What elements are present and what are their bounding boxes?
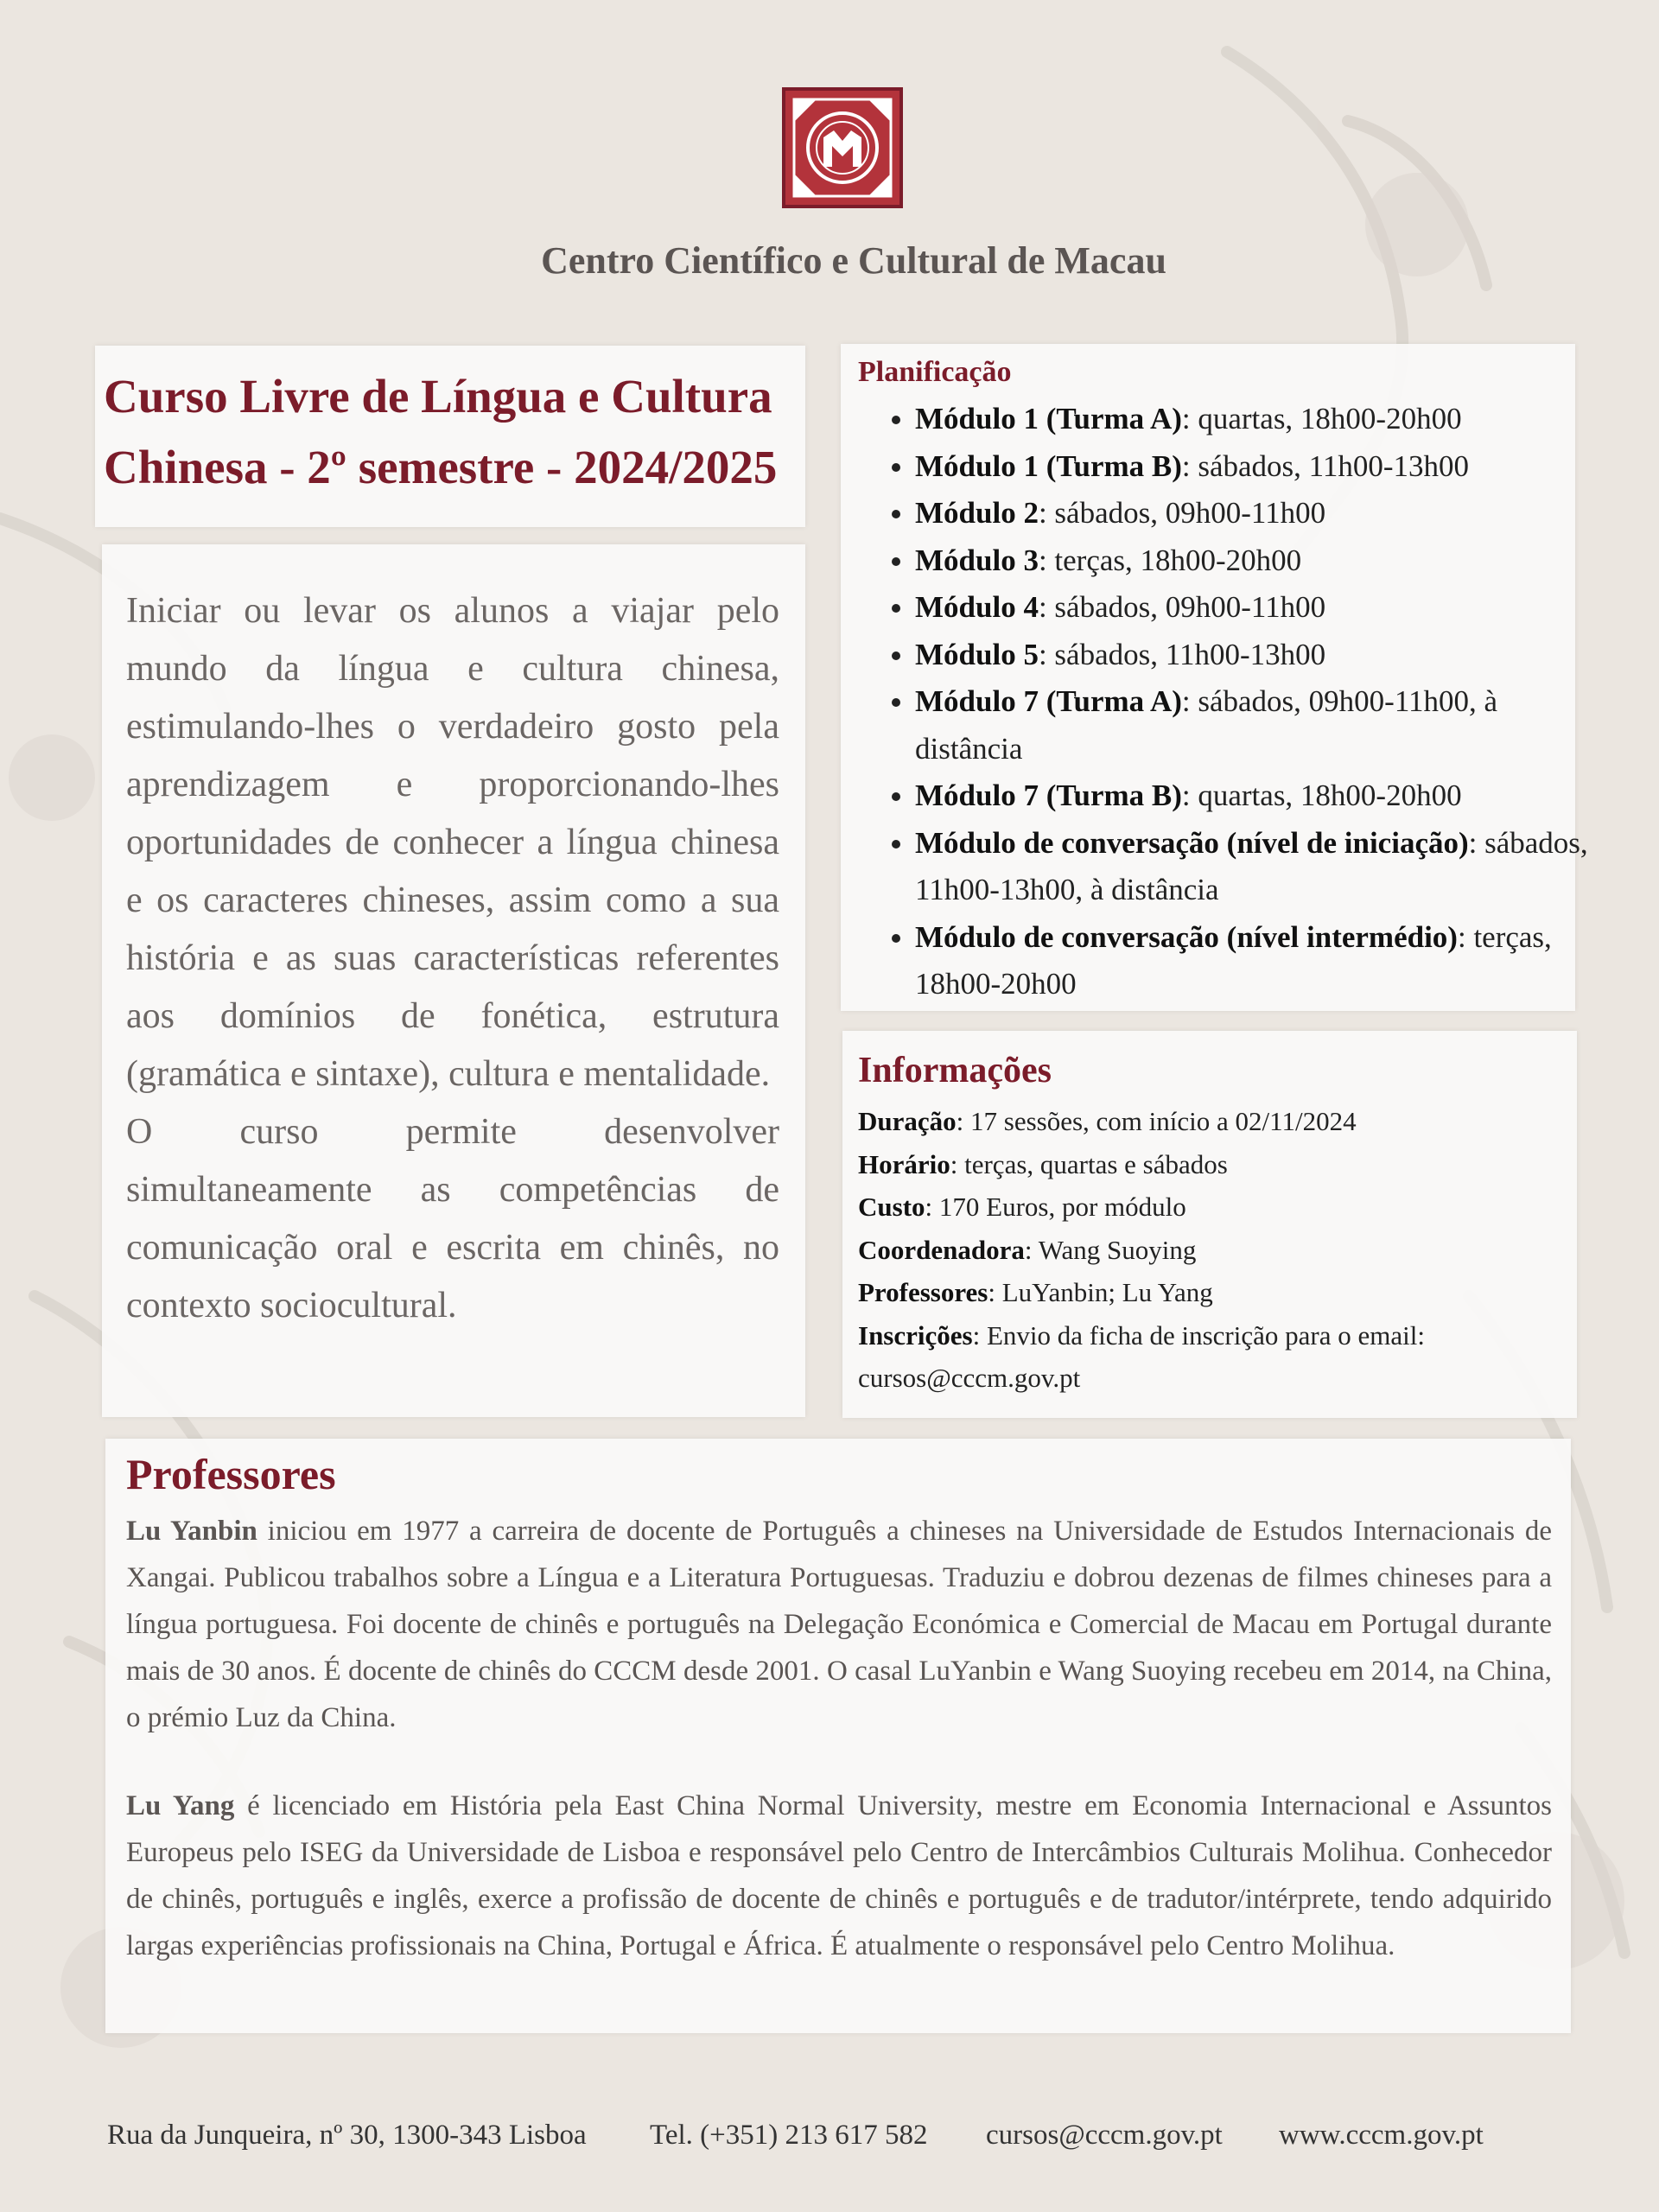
info-value: : Wang Suoying	[1024, 1234, 1197, 1265]
course-description-panel	[102, 544, 805, 1417]
schedule-list	[868, 396, 1606, 1008]
module-schedule: : quartas, 18h00-20h00	[1181, 402, 1462, 435]
teacher-name: Lu Yang	[126, 1790, 235, 1821]
info-teachers	[858, 1271, 1567, 1314]
schedule-item	[915, 820, 1606, 914]
course-title-line-1: Curso Livre de Língua e Cultura	[104, 370, 772, 423]
module-name: Módulo de conversação (nível de iniciação)	[915, 825, 1469, 860]
description-paragraph-2: O curso permite desenvolver simultaneamente as competências de comunicação oral e escrita em chinês, no contexto sociocultural.	[126, 1112, 779, 1325]
teacher-name: Lu Yanbin	[126, 1516, 257, 1547]
information-heading: Informações	[858, 1051, 1052, 1090]
info-label: Professores	[858, 1277, 988, 1307]
course-description	[126, 582, 779, 1335]
module-name: Módulo 7 (Turma B)	[915, 779, 1182, 812]
module-name: Módulo 4	[915, 590, 1039, 624]
teacher-bio-text: é licenciado em História pela East China Normal University, mestre em Economia Internacional e Assuntos Europeus pelo ISEG da Universidade de Lisboa e responsável pelo Centro de Intercâmbios Culturais Molihua. Conhecedor de chinês, português e inglês, exerce a profissão de docente de chinês e português e de tradutor/intérprete, tendo adquirido largas experiências profissionais na China, Portugal e África. É atualmente o responsável pelo Centro Molihua.	[126, 1790, 1552, 1961]
course-title-panel	[95, 346, 805, 527]
schedule-heading: Planificação	[858, 356, 1012, 388]
module-schedule: : sábados, 09h00-11h00, à distância	[915, 684, 1498, 766]
module-schedule: : quartas, 18h00-20h00	[1181, 779, 1462, 812]
information-panel	[842, 1031, 1577, 1418]
module-schedule: : sábados, 11h00-13h00	[1181, 448, 1470, 483]
module-schedule: : terças, 18h00-20h00	[915, 919, 1552, 1001]
module-name: Módulo 1 (Turma A)	[915, 402, 1182, 435]
info-value: : 170 Euros, por módulo	[925, 1192, 1186, 1222]
course-title-line-2: Chinesa - 2º semestre - 2024/2025	[104, 441, 778, 493]
footer-email-link[interactable]: cursos@cccm.gov.pt	[986, 2120, 1223, 2151]
description-paragraph-1: Iniciar ou levar os alunos a viajar pelo mundo da língua e cultura chinesa, estimulando-lhes o verdadeiro gosto pela aprendizagem e proporcionando-lhes oportunidades de conhecer a língua chinesa e os caracteres chineses, assim como a sua história e as suas características referentes aos domínios de fonética, estrutura (gramática e sintaxe), cultura e mentalidade.	[126, 591, 779, 1094]
schedule-panel	[841, 344, 1588, 1011]
information-list	[858, 1100, 1567, 1400]
teachers-panel	[105, 1439, 1571, 2033]
module-name: Módulo 1 (Turma B)	[915, 448, 1182, 483]
info-value: : terças, quartas e sábados	[950, 1148, 1228, 1179]
info-value: : Envio da ficha de inscrição para o email: cursos@cccm.gov.pt	[858, 1319, 1425, 1393]
module-schedule: : sábados, 09h00-11h00	[1038, 496, 1326, 530]
info-label: Custo	[858, 1192, 925, 1222]
course-title	[104, 361, 804, 503]
schedule-item	[915, 584, 1606, 632]
module-schedule: : sábados, 11h00-13h00, à distância	[915, 825, 1588, 906]
info-value: : 17 sessões, com início a 02/11/2024	[956, 1106, 1357, 1136]
organization-name: Centro Científico e Cultural de Macau	[541, 239, 1166, 282]
module-name: Módulo 5	[915, 637, 1039, 671]
cccm-logo-icon	[782, 87, 903, 208]
teachers-heading: Professores	[126, 1450, 336, 1498]
info-duration	[858, 1100, 1567, 1143]
schedule-item	[915, 490, 1606, 537]
info-cost	[858, 1185, 1567, 1229]
module-schedule: : sábados, 09h00-11h00	[1038, 590, 1326, 624]
footer-website-link[interactable]: www.cccm.gov.pt	[1279, 2120, 1484, 2151]
schedule-item	[915, 443, 1606, 491]
info-label: Horário	[858, 1148, 950, 1179]
info-schedule	[858, 1143, 1567, 1186]
module-schedule: : terças, 18h00-20h00	[1038, 543, 1302, 577]
info-registration	[858, 1314, 1567, 1400]
info-label: Coordenadora	[858, 1234, 1025, 1265]
footer-address: Rua da Junqueira, nº 30, 1300-343 Lisboa	[107, 2120, 587, 2151]
schedule-item	[915, 914, 1606, 1008]
info-label: Inscrições	[858, 1319, 973, 1351]
info-coordinator	[858, 1229, 1567, 1272]
module-name: Módulo 3	[915, 543, 1039, 577]
module-schedule: : sábados, 11h00-13h00	[1038, 637, 1326, 671]
schedule-item	[915, 772, 1606, 820]
schedule-item	[915, 396, 1606, 443]
schedule-item	[915, 537, 1606, 585]
module-name: Módulo 2	[915, 496, 1039, 530]
module-name: Módulo de conversação (nível intermédio)	[915, 919, 1458, 954]
footer-phone: Tel. (+351) 213 617 582	[650, 2120, 928, 2151]
teacher-bio-lu-yanbin	[126, 1508, 1552, 1741]
info-value: : LuYanbin; Lu Yang	[988, 1277, 1213, 1307]
schedule-item	[915, 632, 1606, 679]
schedule-item	[915, 678, 1606, 772]
info-label: Duração	[858, 1106, 957, 1136]
teacher-bio-text: iniciou em 1977 a carreira de docente de Português a chineses na Universidade de Estudos Internacionais de Xangai. Publicou trabalhos sobre a Língua e a Literatura Portuguesas. Traduziu e dobrou dezenas de filmes chineses para a língua portuguesa. Foi docente de chinês e português na Delegação Económica e Comercial de Macau em Portugal durante mais de 30 anos. É docente de chinês do CCCM desde 2001. O casal LuYanbin e Wang Suoying recebeu em 2014, na China, o prémio Luz da China.	[126, 1516, 1552, 1733]
module-name: Módulo 7 (Turma A)	[915, 684, 1182, 718]
teacher-bio-lu-yang	[126, 1783, 1552, 1969]
